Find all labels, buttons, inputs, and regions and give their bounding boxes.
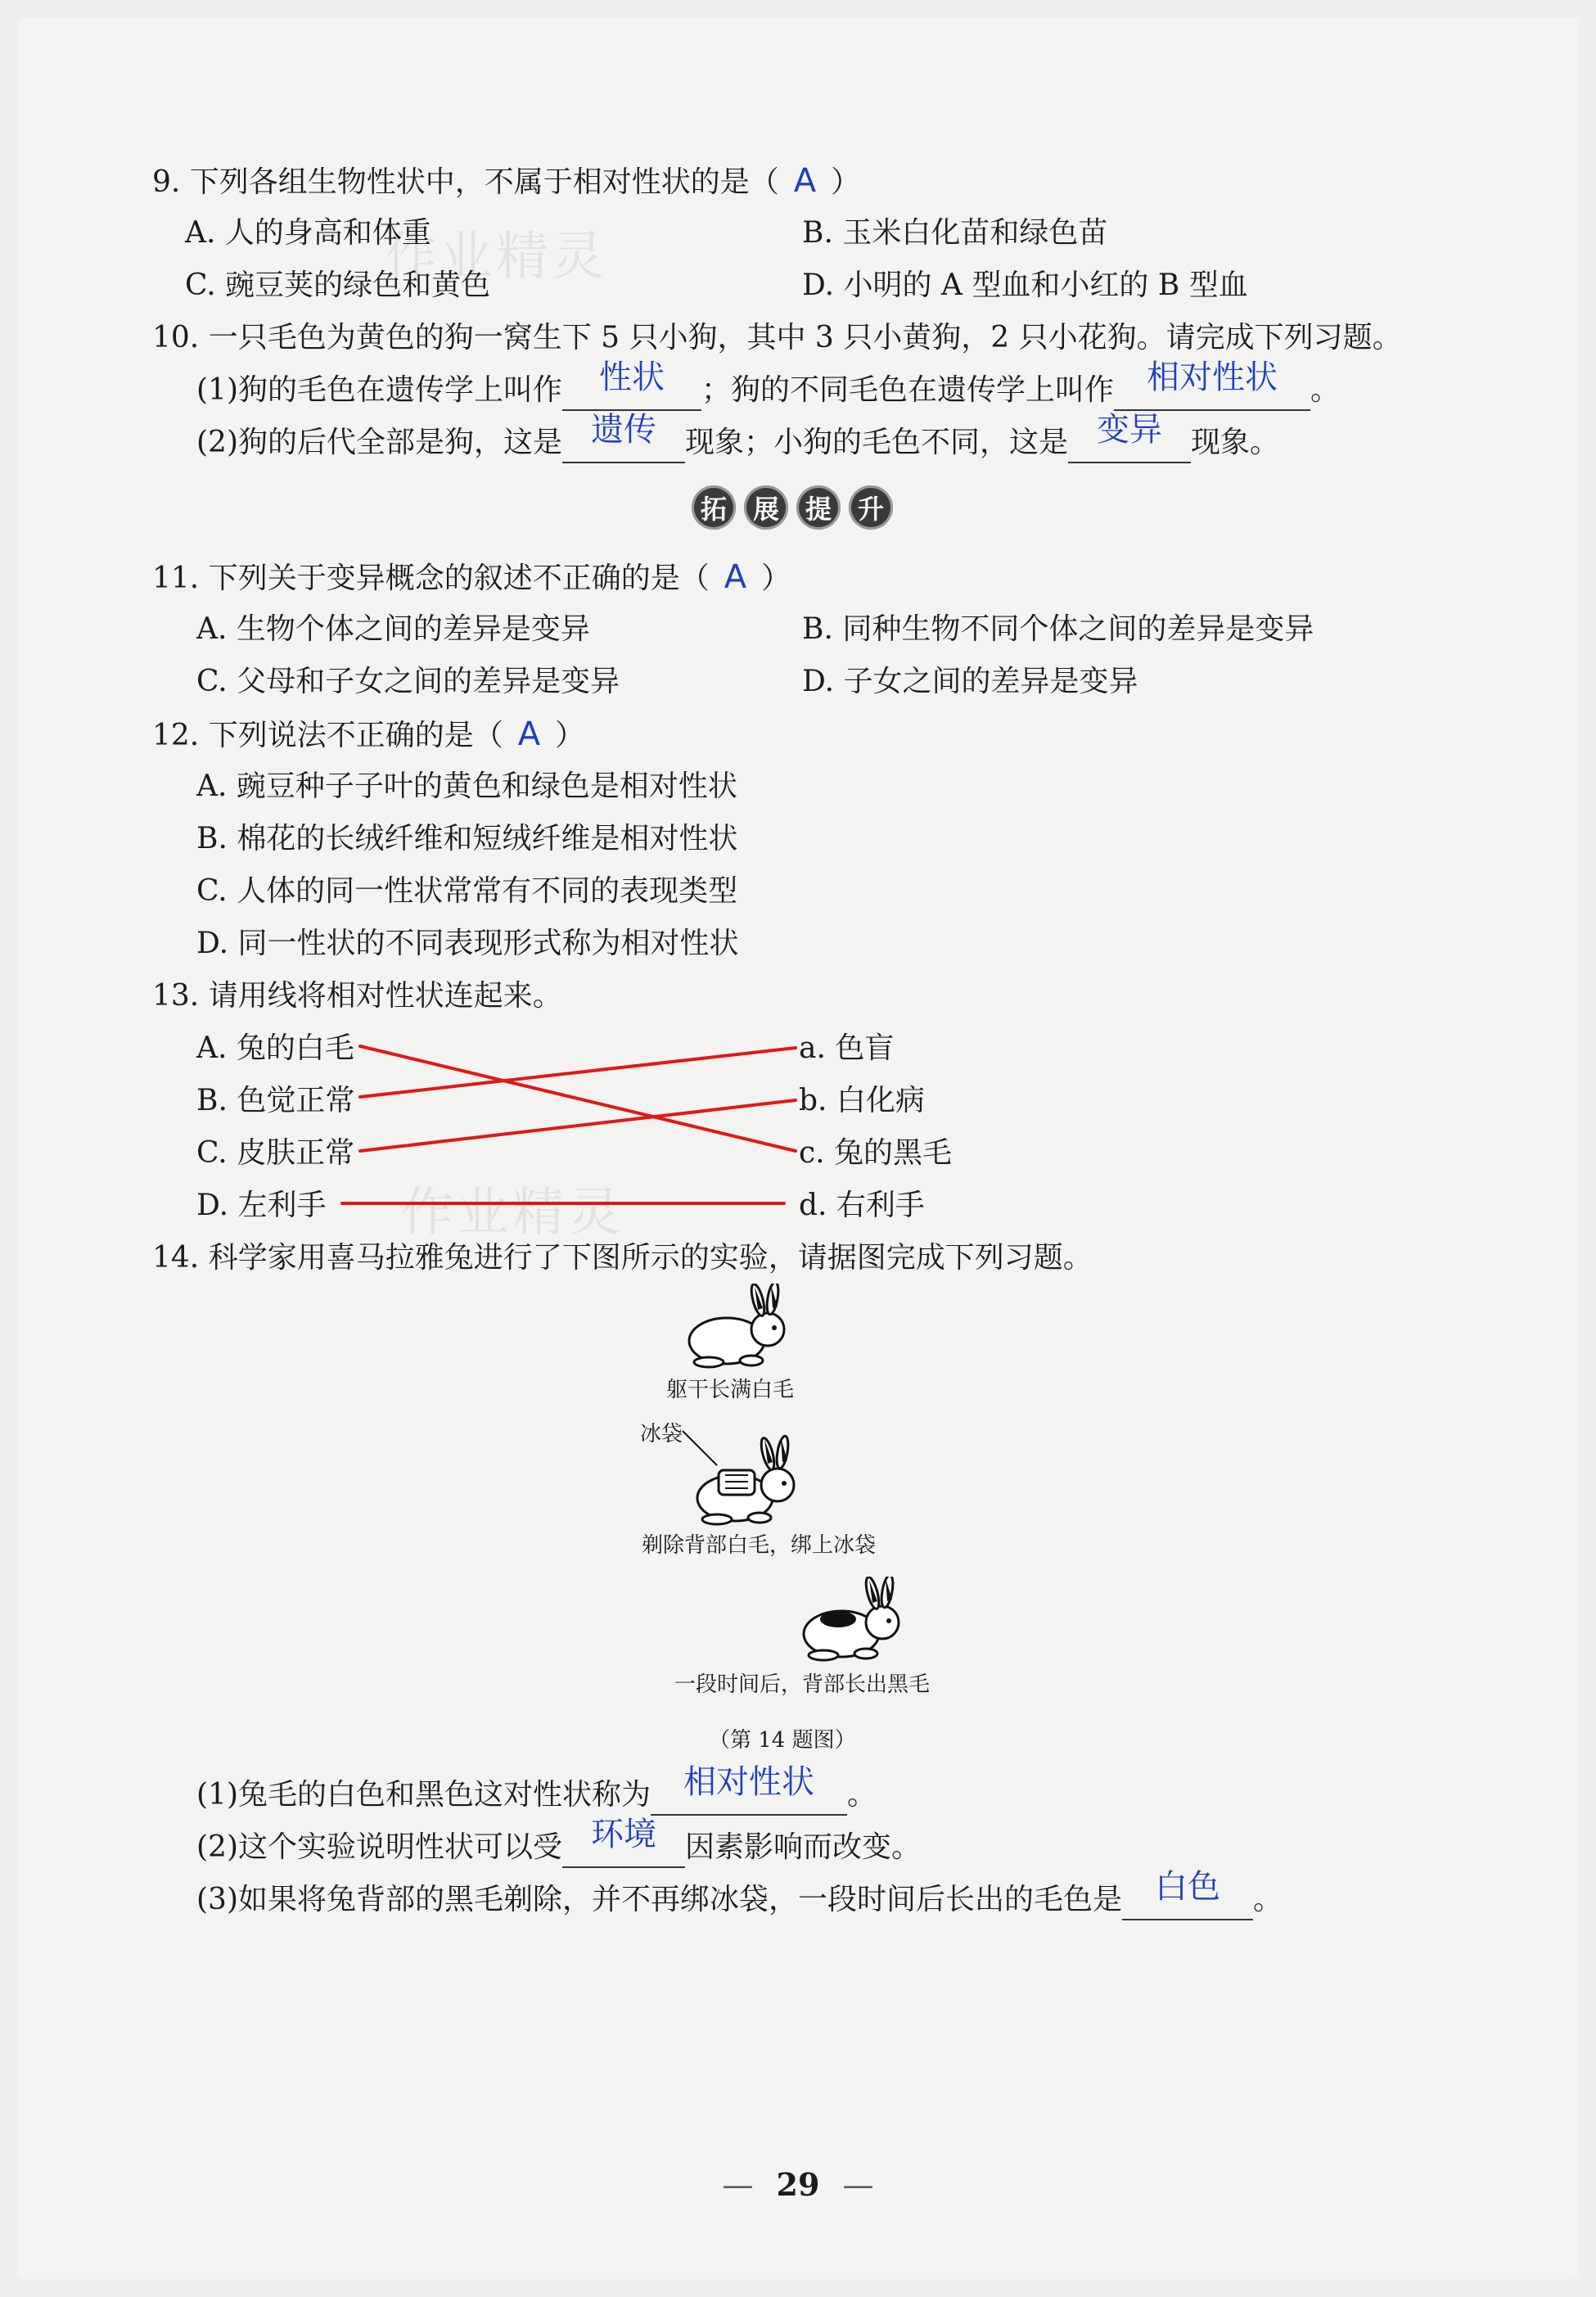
q12-stem: 12. 下列说法不正确的是（ A ） <box>152 715 585 753</box>
q11-option-d: D. 子女之间的差异是变异 <box>802 665 1138 698</box>
q13-right-d: d. 右利手 <box>799 1189 925 1222</box>
figure-caption-2: 剃除背部白毛，绑上冰袋 <box>642 1533 877 1558</box>
q13-right-a: a. 色盲 <box>799 1031 895 1065</box>
q11-answer: A <box>724 558 747 596</box>
q9-option-a: A. 人的身高和体重 <box>185 216 431 250</box>
badge-char: 提 <box>796 485 841 530</box>
q14-answer-1: 相对性状 <box>683 1763 814 1801</box>
watermark: 作业精灵 <box>401 1183 624 1243</box>
q10-answer-2: 相对性状 <box>1147 359 1278 396</box>
q12-answer: A <box>517 715 541 753</box>
page-number: — 29 — <box>722 2166 874 2203</box>
q11-option-b: B. 同种生物不同个体之间的差异是变异 <box>802 612 1314 646</box>
q13-left-b: B. 色觉正常 <box>196 1084 355 1117</box>
q14-part3: (3)如果将兔背部的黑毛剃除，并不再绑冰袋，一段时间后长出的毛色是 白色 。 <box>196 1880 1283 1920</box>
badge-char: 拓 <box>692 485 736 530</box>
q10-answer-4: 变异 <box>1097 411 1163 449</box>
watermark: 作业精灵 <box>385 227 607 287</box>
q10-part1: (1)狗的毛色在遗传学上叫作 性状 ；狗的不同毛色在遗传学上叫作 相对性状 。 <box>196 370 1340 411</box>
q9-option-d: D. 小明的 A 型血和小红的 B 型血 <box>802 269 1248 302</box>
match-line-c-b <box>360 1100 796 1151</box>
rabbit-black-back-illustration <box>791 1577 913 1667</box>
q11-option-a: A. 生物个体之间的差异是变异 <box>196 612 590 646</box>
q14-figure-label: （第 14 题图） <box>709 1728 856 1753</box>
rabbit-icebag-illustration <box>676 1429 815 1536</box>
q14-answer-3: 白色 <box>1155 1868 1220 1906</box>
q14-part1: (1)兔毛的白色和黑色这对性状称为 相对性状 。 <box>196 1775 877 1816</box>
q12-option-c: C. 人体的同一性状常常有不同的表现类型 <box>196 874 738 908</box>
match-line-b-a <box>360 1048 796 1097</box>
q10-answer-1: 性状 <box>599 359 665 396</box>
q12-option-a: A. 豌豆种子子叶的黄色和绿色是相对性状 <box>196 769 737 803</box>
q11-stem: 11. 下列关于变异概念的叙述不正确的是（ A ） <box>152 558 791 596</box>
q14-stem: 14. 科学家用喜马拉雅兔进行了下图所示的实验，请据图完成下列习题。 <box>152 1241 1093 1275</box>
q13-right-b: b. 白化病 <box>799 1084 925 1117</box>
q12-option-d: D. 同一性状的不同表现形式称为相对性状 <box>196 927 739 960</box>
q9-stem: 9. 下列各组生物性状中，不属于相对性状的是（ A ） <box>152 162 861 200</box>
match-line-a-c <box>360 1046 796 1151</box>
q9-option-b: B. 玉米白化苗和绿色苗 <box>802 216 1108 250</box>
badge-char: 展 <box>744 485 788 530</box>
q13-stem: 13. 请用线将相对性状连起来。 <box>152 979 562 1013</box>
q14-answer-2: 环境 <box>591 1816 656 1853</box>
q10-part2: (2)狗的后代全部是狗，这是 遗传 现象；小狗的毛色不同，这是 变异 现象。 <box>196 422 1279 463</box>
q11-option-c: C. 父母和子女之间的差异是变异 <box>196 665 620 698</box>
q10-answer-3: 遗传 <box>591 411 656 449</box>
q14-part2: (2)这个实验说明性状可以受 环境 因素影响而改变。 <box>196 1827 921 1868</box>
q9-option-c: C. 豌豆荚的绿色和黄色 <box>185 269 491 302</box>
rabbit-white-illustration <box>676 1284 799 1374</box>
badge-char: 升 <box>849 485 893 530</box>
q13-left-a: A. 兔的白毛 <box>196 1031 354 1065</box>
q13-right-c: c. 兔的黑毛 <box>799 1136 953 1170</box>
q9-answer: A <box>793 162 817 200</box>
q10-stem: 10. 一只毛色为黄色的狗一窝生下 5 只小狗，其中 3 只小黄狗，2 只小花狗。请完成下列习题。 <box>152 321 1402 354</box>
q13-left-d: D. 左利手 <box>196 1189 327 1222</box>
ice-bag-label: 冰袋 <box>640 1422 683 1446</box>
figure-caption-1: 躯干长满白毛 <box>666 1378 795 1402</box>
q12-option-b: B. 棉花的长绒纤维和短绒纤维是相对性状 <box>196 822 738 855</box>
q13-left-c: C. 皮肤正常 <box>196 1136 355 1170</box>
figure-caption-3: 一段时间后，背部长出黑毛 <box>674 1672 931 1697</box>
